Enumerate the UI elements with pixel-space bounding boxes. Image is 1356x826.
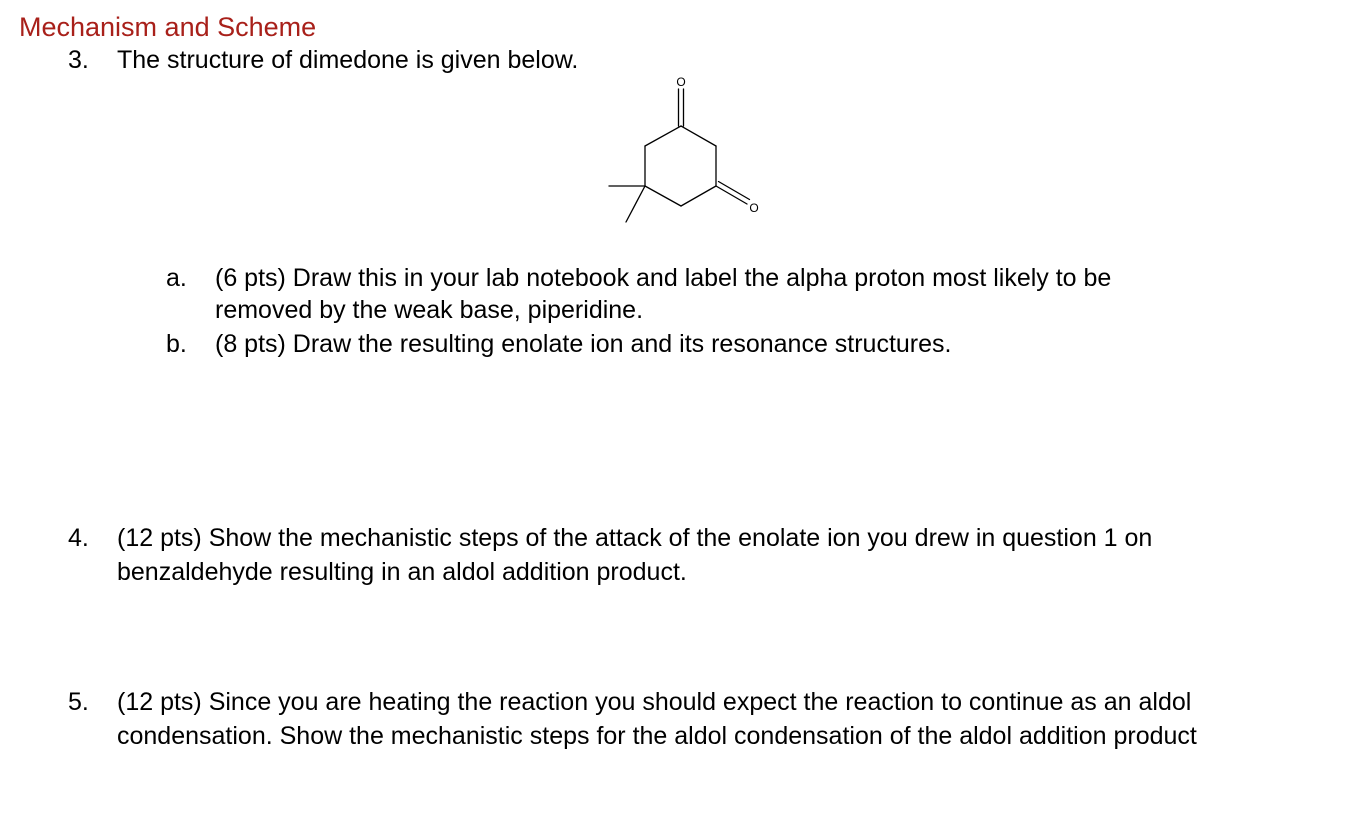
question-text-line: benzaldehyde resulting in an aldol addition product. <box>117 558 687 586</box>
question-text: The structure of dimedone is given below. <box>117 46 579 74</box>
ring-bond <box>645 186 681 206</box>
dimedone-structure <box>600 72 780 232</box>
oxygen-label: O <box>676 75 686 89</box>
part-text-line: (8 pts) Draw the resulting enolate ion and its resonance structures. <box>215 330 952 358</box>
question-number: 3. <box>68 46 89 74</box>
part-letter: a. <box>166 264 187 292</box>
part-text-line: removed by the weak base, piperidine. <box>215 296 644 324</box>
part-text-line: (6 pts) Draw this in your lab notebook and label the alpha proton most likely to be <box>215 264 1112 292</box>
question-text-line: condensation. Show the mechanistic steps for the aldol condensation of the aldol addition product <box>117 722 1197 750</box>
ring-bond <box>681 186 716 206</box>
methyl-bond <box>626 186 645 222</box>
ring-bond <box>681 126 716 146</box>
question-text-line: (12 pts) Show the mechanistic steps of the attack of the enolate ion you drew in question 1 on <box>117 524 1153 552</box>
question-text-line: (12 pts) Since you are heating the reaction you should expect the reaction to continue as an aldol <box>117 688 1192 716</box>
question-number: 4. <box>68 524 89 552</box>
part-letter: b. <box>166 330 187 358</box>
oxygen-label: O <box>749 201 759 215</box>
question-number: 5. <box>68 688 89 716</box>
section-title: Mechanism and Scheme <box>19 12 317 42</box>
ring-bond <box>645 126 681 146</box>
